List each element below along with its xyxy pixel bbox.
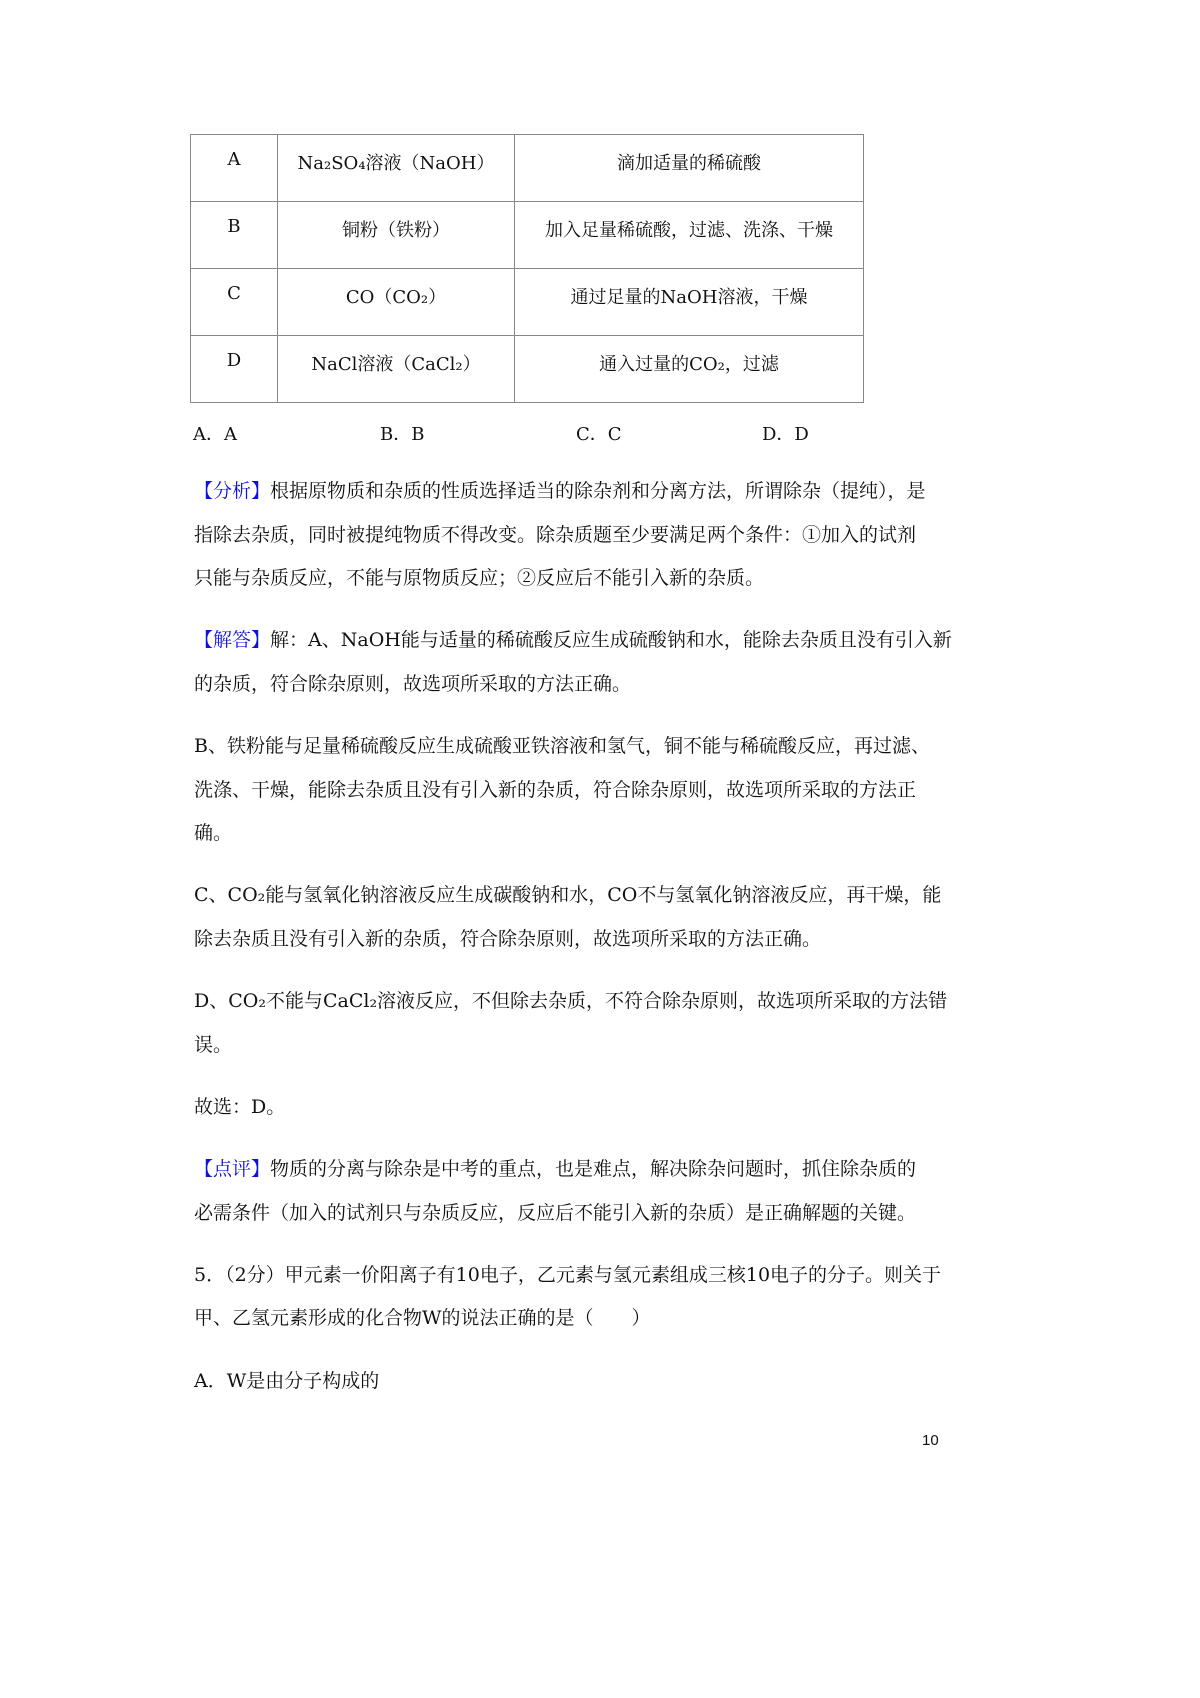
option-letter-cell: D	[191, 336, 278, 403]
question-line: 甲、乙氢元素形成的化合物W的说法正确的是（ ）	[194, 1307, 651, 1329]
substance-cell: NaCl溶液（CaCl₂）	[278, 336, 515, 403]
table-row	[191, 336, 864, 403]
question-option-a: A．W是由分子构成的	[194, 1370, 380, 1392]
text: 物质的分离与除杂是中考的重点，也是难点，解决除杂问题时，抓住除杂质的	[270, 1158, 917, 1180]
page-number: 10	[922, 1432, 939, 1449]
option-letter-cell: A	[191, 135, 278, 202]
answer-line	[194, 628, 952, 652]
comment-line: 必需条件（加入的试剂只与杂质反应，反应后不能引入新的杂质）是正确解题的关键。	[194, 1202, 917, 1224]
method-cell: 通入过量的CO₂，过滤	[515, 336, 864, 403]
answer-line: C、CO₂能与氢氧化钠溶液反应生成碳酸钠和水，CO不与氢氧化钠溶液反应，再干燥，能	[194, 884, 942, 906]
answer-line: 洗涤、干燥，能除去杂质且没有引入新的杂质，符合除杂原则，故选项所采取的方法正	[194, 779, 917, 801]
text: 根据原物质和杂质的性质选择适当的除杂剂和分离方法，所谓除杂（提纯），是	[270, 480, 926, 502]
answer-line: 误。	[194, 1034, 233, 1056]
analysis-line: 指除去杂质，同时被提纯物质不得改变。除杂质题至少要满足两个条件：①加入的试剂	[194, 524, 917, 546]
option-letter-cell: C	[191, 269, 278, 336]
option-c: C．C	[576, 424, 622, 445]
option-a: A．A	[193, 424, 237, 445]
comment-tag: 【点评】	[194, 1158, 271, 1180]
answer-line: B、铁粉能与足量稀硫酸反应生成硫酸亚铁溶液和氢气，铜不能与稀硫酸反应，再过滤、	[194, 735, 930, 757]
substance-cell: 铜粉（铁粉）	[278, 202, 515, 269]
substance-cell: CO（CO₂）	[278, 269, 515, 336]
method-cell: 加入足量稀硫酸，过滤、洗涤、干燥	[515, 202, 864, 269]
answer-line: 除去杂质且没有引入新的杂质，符合除杂原则，故选项所采取的方法正确。	[194, 928, 822, 950]
method-cell: 滴加适量的稀硫酸	[515, 135, 864, 202]
analysis-tag: 【分析】	[194, 480, 271, 502]
table-row	[191, 135, 864, 202]
substance-cell: Na₂SO₄溶液（NaOH）	[278, 135, 515, 202]
option-letter-cell: B	[191, 202, 278, 269]
table-row	[191, 269, 864, 336]
option-d: D．D	[762, 424, 809, 445]
method-cell: 通过足量的NaOH溶液，干燥	[515, 269, 864, 336]
answer-line: 故选：D。	[194, 1096, 286, 1118]
options-table	[190, 134, 864, 403]
option-b: B．B	[380, 424, 425, 445]
table-row	[191, 202, 864, 269]
analysis-line	[194, 479, 926, 503]
answer-line: 确。	[194, 822, 233, 844]
answer-line: 的杂质，符合除杂原则，故选项所采取的方法正确。	[194, 673, 632, 695]
comment-line	[194, 1157, 916, 1181]
answer-tag: 【解答】	[194, 629, 271, 651]
analysis-line: 只能与杂质反应，不能与原物质反应；②反应后不能引入新的杂质。	[194, 567, 765, 589]
text: 解：A、NaOH能与适量的稀硫酸反应生成硫酸钠和水，能除去杂质且没有引入新	[270, 629, 952, 651]
answer-line: D、CO₂不能与CaCl₂溶液反应，不但除去杂质，不符合除杂原则，故选项所采取的方法错	[194, 990, 948, 1012]
question-line: 5．（2分）甲元素一价阳离子有10电子，乙元素与氢元素组成三核10电子的分子。则关于	[194, 1264, 942, 1286]
